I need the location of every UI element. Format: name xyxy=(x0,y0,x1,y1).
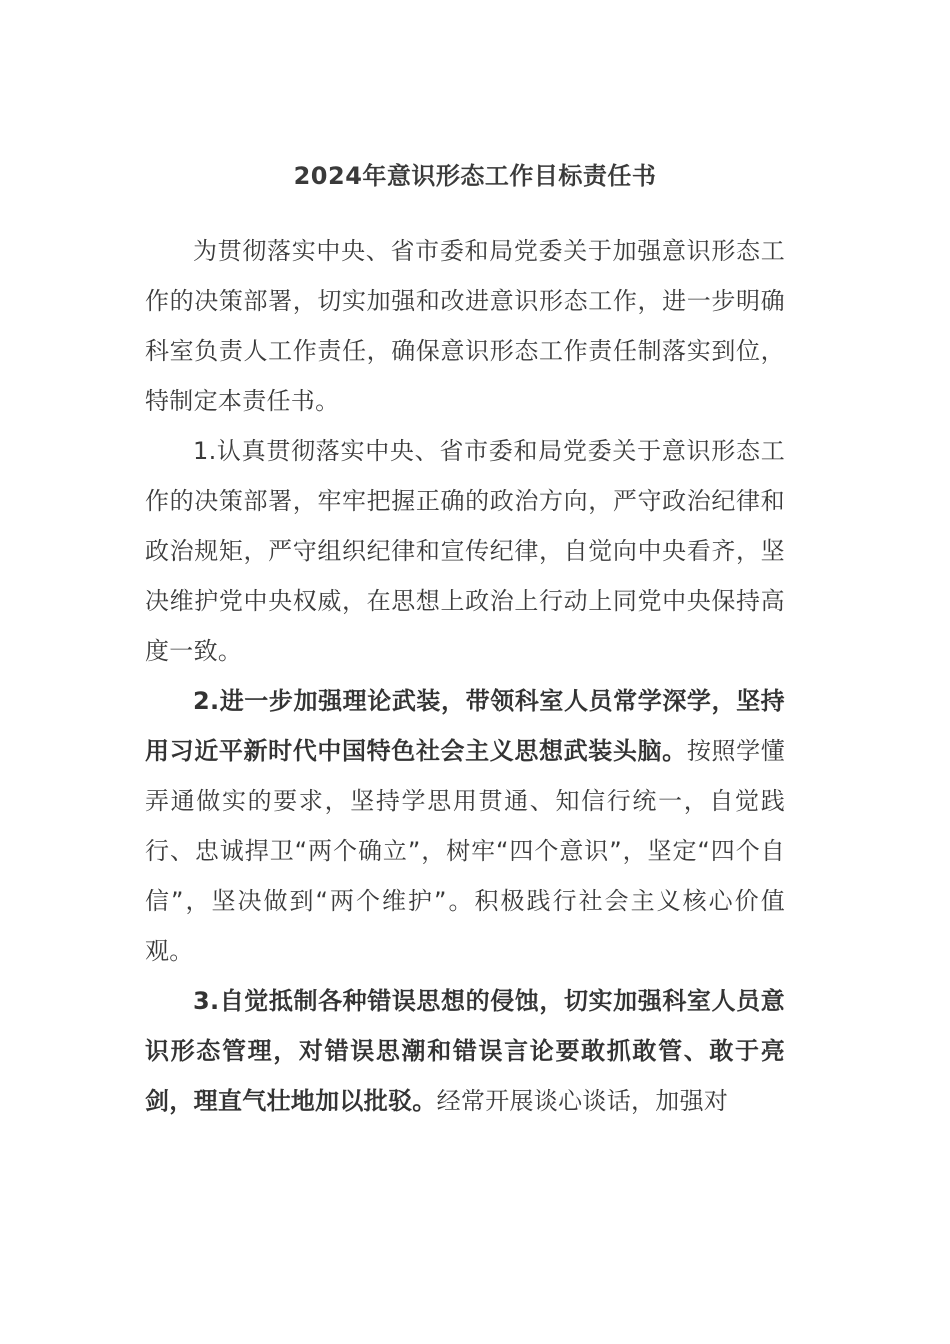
paragraph-item-1 xyxy=(145,426,785,676)
paragraph-intro xyxy=(145,226,785,426)
paragraph-text: 按照学懂弄通做实的要求，坚持学思用贯通、知信行统一，自觉践行、忠诚捍卫“两个确立”，树牢“四个意识”，坚定“四个自信”，坚决做到“两个维护”。积极践行社会主义核心价值观。 xyxy=(145,737,785,965)
paragraph-text: 1.认真贯彻落实中央、省市委和局党委关于意识形态工作的决策部署，牢牢把握正确的政治方向，严守政治纪律和政治规矩，严守组织纪律和宣传纪律，自觉向中央看齐，坚决维护党中央权威，在思想上政治上行动上同党中央保持高度一致。 xyxy=(145,437,785,665)
paragraph-text: 为贯彻落实中央、省市委和局党委关于加强意识形态工作的决策部署，切实加强和改进意识形态工作，进一步明确科室负责人工作责任，确保意识形态工作责任制落实到位，特制定本责任书。 xyxy=(145,237,785,415)
paragraph-item-2 xyxy=(145,676,785,976)
document-body xyxy=(145,226,785,1126)
paragraph-bold-lead: 2.进一步加强理论武装，带领科室人员常学深学，坚持用习近平新时代中国特色社会主义思想武装头脑。 xyxy=(145,687,785,765)
paragraph-text: 经常开展谈心谈话，加强对 xyxy=(436,1087,729,1115)
paragraph-item-3 xyxy=(145,976,785,1126)
paragraph-bold-lead: 3.自觉抵制各种错误思想的侵蚀，切实加强科室人员意识形态管理，对错误思潮和错误言论要敢抓敢管、敢于亮剑，理直气壮地加以批驳。 xyxy=(145,987,785,1115)
document-title: 2024年意识形态工作目标责任书 xyxy=(293,162,657,190)
